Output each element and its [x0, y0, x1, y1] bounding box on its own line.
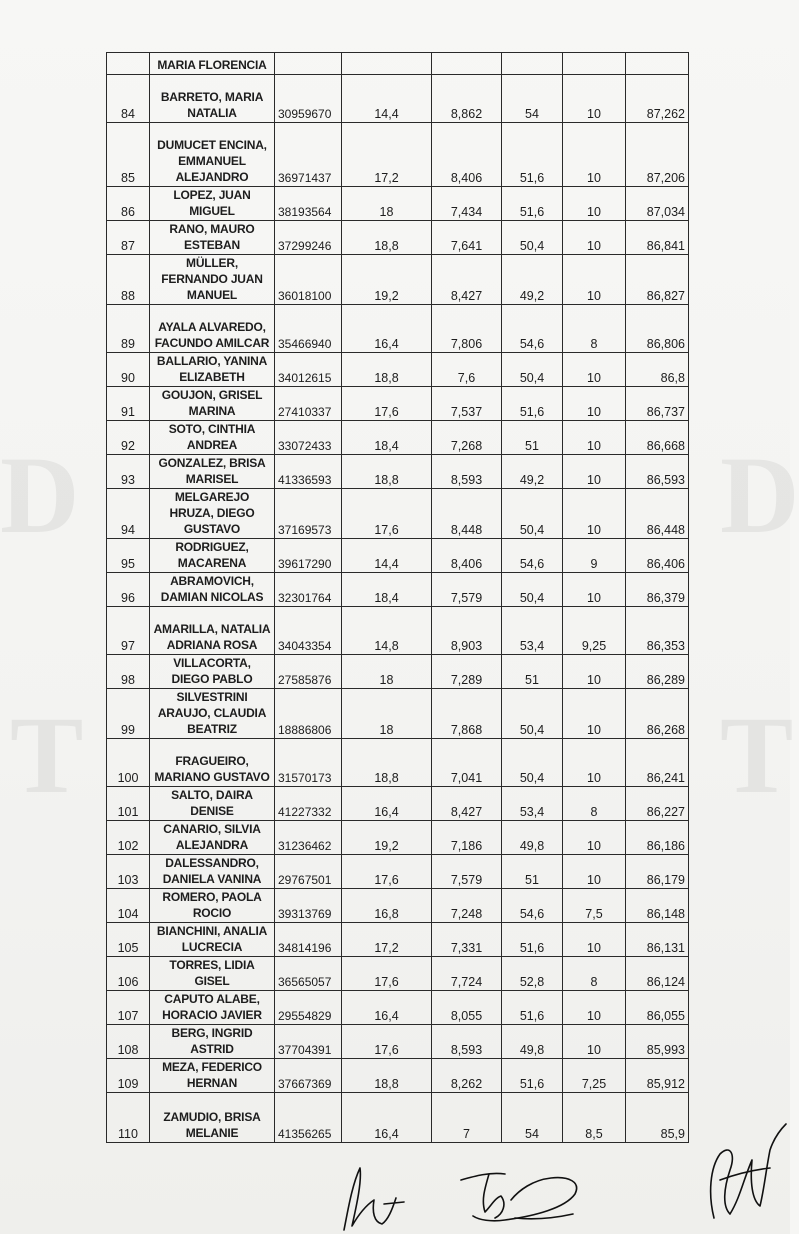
score-b-cell: 8,448	[432, 489, 502, 539]
row-number-cell: 85	[107, 123, 150, 187]
table-row	[107, 489, 689, 539]
score-b-cell: 7,289	[432, 655, 502, 689]
table-row	[107, 855, 689, 889]
score-b-cell: 8,262	[432, 1059, 502, 1093]
applicant-name-cell: ABRAMOVICH, DAMIAN NICOLAS	[150, 573, 275, 607]
row-number-cell: 103	[107, 855, 150, 889]
row-number-cell: 108	[107, 1025, 150, 1059]
row-number-cell: 99	[107, 689, 150, 739]
applicant-name-cell: ZAMUDIO, BRISA MELANIE	[150, 1093, 275, 1143]
applicant-name-cell: VILLACORTA, DIEGO PABLO	[150, 655, 275, 689]
dni-cell: 36565057	[275, 957, 342, 991]
score-a-cell: 18,4	[342, 421, 432, 455]
total-score-cell: 86,055	[626, 991, 689, 1025]
table-row	[107, 923, 689, 957]
dni-cell: 36018100	[275, 255, 342, 305]
dni-cell	[275, 53, 342, 75]
watermark-letter-right-bottom: T	[720, 694, 794, 816]
score-c-cell: 49,2	[502, 255, 563, 305]
table-row	[107, 123, 689, 187]
dni-cell: 35466940	[275, 305, 342, 353]
score-d-cell: 8	[563, 787, 626, 821]
score-b-cell: 7,434	[432, 187, 502, 221]
dni-cell: 34012615	[275, 353, 342, 387]
score-b-cell: 7,806	[432, 305, 502, 353]
score-a-cell: 14,4	[342, 75, 432, 123]
score-b-cell: 8,406	[432, 123, 502, 187]
score-a-cell: 18	[342, 187, 432, 221]
score-b-cell: 8,593	[432, 455, 502, 489]
applicant-name-cell: AMARILLA, NATALIA ADRIANA ROSA	[150, 607, 275, 655]
score-c-cell: 54	[502, 1093, 563, 1143]
applicant-name-cell: BIANCHINI, ANALIA LUCRECIA	[150, 923, 275, 957]
score-c-cell: 50,4	[502, 489, 563, 539]
row-number-cell: 97	[107, 607, 150, 655]
table-row	[107, 1093, 689, 1143]
dni-cell: 31236462	[275, 821, 342, 855]
row-number-cell: 102	[107, 821, 150, 855]
dni-cell: 37667369	[275, 1059, 342, 1093]
row-number-cell: 95	[107, 539, 150, 573]
score-d-cell: 10	[563, 123, 626, 187]
table-row	[107, 187, 689, 221]
table-row	[107, 221, 689, 255]
score-b-cell: 8,862	[432, 75, 502, 123]
dni-cell: 29767501	[275, 855, 342, 889]
row-number-cell: 109	[107, 1059, 150, 1093]
row-number-cell: 90	[107, 353, 150, 387]
score-c-cell: 51,6	[502, 991, 563, 1025]
score-c-cell	[502, 53, 563, 75]
row-number-cell: 89	[107, 305, 150, 353]
table-row	[107, 739, 689, 787]
score-c-cell: 54	[502, 75, 563, 123]
dni-cell: 41356265	[275, 1093, 342, 1143]
total-score-cell: 86,841	[626, 221, 689, 255]
row-number-cell: 106	[107, 957, 150, 991]
row-number-cell: 86	[107, 187, 150, 221]
total-score-cell: 86,289	[626, 655, 689, 689]
score-d-cell: 10	[563, 75, 626, 123]
total-score-cell	[626, 53, 689, 75]
table-row	[107, 421, 689, 455]
score-d-cell: 10	[563, 187, 626, 221]
score-a-cell: 19,2	[342, 821, 432, 855]
row-number-cell: 104	[107, 889, 150, 923]
score-d-cell: 10	[563, 573, 626, 607]
score-d-cell: 10	[563, 855, 626, 889]
dni-cell: 27585876	[275, 655, 342, 689]
table-row	[107, 957, 689, 991]
applicant-name-cell: MÜLLER, FERNANDO JUAN MANUEL	[150, 255, 275, 305]
score-a-cell: 19,2	[342, 255, 432, 305]
table-row	[107, 353, 689, 387]
score-c-cell: 54,6	[502, 539, 563, 573]
signature-2	[455, 1160, 595, 1230]
score-d-cell: 10	[563, 689, 626, 739]
signature-3	[700, 1110, 788, 1228]
score-b-cell: 7,248	[432, 889, 502, 923]
table-row	[107, 821, 689, 855]
applicant-name-cell: SALTO, DAIRA DENISE	[150, 787, 275, 821]
total-score-cell: 86,353	[626, 607, 689, 655]
score-c-cell: 49,8	[502, 821, 563, 855]
total-score-cell: 86,668	[626, 421, 689, 455]
score-a-cell	[342, 53, 432, 75]
table-row	[107, 787, 689, 821]
score-d-cell: 10	[563, 255, 626, 305]
total-score-cell: 87,262	[626, 75, 689, 123]
score-b-cell: 7,579	[432, 573, 502, 607]
total-score-cell: 86,241	[626, 739, 689, 787]
score-b-cell: 7	[432, 1093, 502, 1143]
dni-cell: 39617290	[275, 539, 342, 573]
score-a-cell: 18,8	[342, 455, 432, 489]
total-score-cell: 86,827	[626, 255, 689, 305]
score-c-cell: 50,4	[502, 739, 563, 787]
total-score-cell: 87,206	[626, 123, 689, 187]
score-b-cell: 7,331	[432, 923, 502, 957]
applicant-name-cell: TORRES, LIDIA GISEL	[150, 957, 275, 991]
score-a-cell: 18,8	[342, 1059, 432, 1093]
dni-cell: 32301764	[275, 573, 342, 607]
row-number-cell: 98	[107, 655, 150, 689]
dni-cell: 18886806	[275, 689, 342, 739]
applicant-name-cell: RODRIGUEZ, MACARENA	[150, 539, 275, 573]
applicant-name-cell: SOTO, CINTHIA ANDREA	[150, 421, 275, 455]
total-score-cell: 86,186	[626, 821, 689, 855]
applicant-name-cell: FRAGUEIRO, MARIANO GUSTAVO	[150, 739, 275, 787]
row-number-cell: 92	[107, 421, 150, 455]
table-row	[107, 305, 689, 353]
score-b-cell: 7,641	[432, 221, 502, 255]
applicant-name-cell: DALESSANDRO, DANIELA VANINA	[150, 855, 275, 889]
score-c-cell: 51,6	[502, 187, 563, 221]
score-c-cell: 50,4	[502, 689, 563, 739]
score-b-cell: 8,406	[432, 539, 502, 573]
total-score-cell: 86,737	[626, 387, 689, 421]
score-c-cell: 51	[502, 655, 563, 689]
applicant-name-cell: CAPUTO ALABE, HORACIO JAVIER	[150, 991, 275, 1025]
total-score-cell: 86,124	[626, 957, 689, 991]
score-b-cell: 7,537	[432, 387, 502, 421]
score-d-cell: 10	[563, 655, 626, 689]
score-c-cell: 51,6	[502, 1059, 563, 1093]
total-score-cell: 86,179	[626, 855, 689, 889]
table-row	[107, 991, 689, 1025]
score-a-cell: 16,4	[342, 991, 432, 1025]
total-score-cell: 86,8	[626, 353, 689, 387]
table-row	[107, 689, 689, 739]
score-d-cell: 10	[563, 387, 626, 421]
score-a-cell: 17,6	[342, 489, 432, 539]
table-row	[107, 455, 689, 489]
score-d-cell: 9,25	[563, 607, 626, 655]
row-number-cell: 87	[107, 221, 150, 255]
score-a-cell: 18	[342, 689, 432, 739]
applicant-name-cell: AYALA ALVAREDO, FACUNDO AMILCAR	[150, 305, 275, 353]
score-c-cell: 54,6	[502, 889, 563, 923]
row-number-cell: 105	[107, 923, 150, 957]
score-c-cell: 51	[502, 855, 563, 889]
score-d-cell: 10	[563, 353, 626, 387]
watermark-letter-left-top: D	[0, 434, 80, 556]
score-b-cell: 7,186	[432, 821, 502, 855]
score-d-cell: 8	[563, 305, 626, 353]
total-score-cell: 86,406	[626, 539, 689, 573]
score-c-cell: 52,8	[502, 957, 563, 991]
dni-cell: 31570173	[275, 739, 342, 787]
score-c-cell: 50,4	[502, 353, 563, 387]
score-b-cell: 7,041	[432, 739, 502, 787]
total-score-cell: 86,448	[626, 489, 689, 539]
applicant-name-cell: LOPEZ, JUAN MIGUEL	[150, 187, 275, 221]
score-c-cell: 50,4	[502, 573, 563, 607]
total-score-cell: 86,148	[626, 889, 689, 923]
applicant-name-cell: DUMUCET ENCINA, EMMANUEL ALEJANDRO	[150, 123, 275, 187]
total-score-cell: 85,993	[626, 1025, 689, 1059]
dni-cell: 39313769	[275, 889, 342, 923]
score-a-cell: 18,4	[342, 573, 432, 607]
dni-cell: 41336593	[275, 455, 342, 489]
applicant-name-cell: CANARIO, SILVIA ALEJANDRA	[150, 821, 275, 855]
total-score-cell: 86,227	[626, 787, 689, 821]
score-c-cell: 51,6	[502, 923, 563, 957]
score-d-cell: 10	[563, 421, 626, 455]
row-number-cell	[107, 53, 150, 75]
score-a-cell: 16,4	[342, 787, 432, 821]
table-row	[107, 1025, 689, 1059]
score-c-cell: 50,4	[502, 221, 563, 255]
score-b-cell: 8,055	[432, 991, 502, 1025]
row-number-cell: 84	[107, 75, 150, 123]
score-a-cell: 17,6	[342, 1025, 432, 1059]
score-b-cell: 8,593	[432, 1025, 502, 1059]
dni-cell: 37169573	[275, 489, 342, 539]
total-score-cell: 87,034	[626, 187, 689, 221]
score-a-cell: 16,8	[342, 889, 432, 923]
row-number-cell: 94	[107, 489, 150, 539]
row-number-cell: 93	[107, 455, 150, 489]
dni-cell: 30959670	[275, 75, 342, 123]
score-a-cell: 16,4	[342, 305, 432, 353]
score-c-cell: 49,8	[502, 1025, 563, 1059]
table-row	[107, 75, 689, 123]
applicant-name-cell: BARRETO, MARIA NATALIA	[150, 75, 275, 123]
score-b-cell	[432, 53, 502, 75]
signature-1	[330, 1160, 410, 1234]
applicant-name-cell: SILVESTRINI ARAUJO, CLAUDIA BEATRIZ	[150, 689, 275, 739]
score-d-cell: 7,5	[563, 889, 626, 923]
score-a-cell: 17,2	[342, 923, 432, 957]
score-d-cell: 10	[563, 489, 626, 539]
score-a-cell: 17,6	[342, 957, 432, 991]
row-number-cell: 100	[107, 739, 150, 787]
dni-cell: 37299246	[275, 221, 342, 255]
score-c-cell: 53,4	[502, 787, 563, 821]
table-body	[107, 53, 689, 1143]
total-score-cell: 86,379	[626, 573, 689, 607]
table-row	[107, 255, 689, 305]
score-a-cell: 17,2	[342, 123, 432, 187]
score-d-cell: 10	[563, 923, 626, 957]
score-d-cell: 10	[563, 455, 626, 489]
dni-cell: 27410337	[275, 387, 342, 421]
score-b-cell: 7,268	[432, 421, 502, 455]
score-b-cell: 8,427	[432, 255, 502, 305]
table-row	[107, 889, 689, 923]
applicant-name-cell: MELGAREJO HRUZA, DIEGO GUSTAVO	[150, 489, 275, 539]
total-score-cell: 85,912	[626, 1059, 689, 1093]
score-b-cell: 8,427	[432, 787, 502, 821]
dni-cell: 36971437	[275, 123, 342, 187]
watermark-letter-right-top: D	[720, 434, 799, 556]
score-a-cell: 14,8	[342, 607, 432, 655]
table-row	[107, 1059, 689, 1093]
table-row	[107, 607, 689, 655]
applicant-name-cell: MARIA FLORENCIA	[150, 53, 275, 75]
row-number-cell: 96	[107, 573, 150, 607]
table-row	[107, 573, 689, 607]
score-d-cell: 10	[563, 1025, 626, 1059]
score-d-cell: 10	[563, 221, 626, 255]
dni-cell: 37704391	[275, 1025, 342, 1059]
score-b-cell: 7,579	[432, 855, 502, 889]
score-a-cell: 18	[342, 655, 432, 689]
score-a-cell: 17,6	[342, 855, 432, 889]
score-a-cell: 18,8	[342, 353, 432, 387]
table-row	[107, 539, 689, 573]
score-c-cell: 53,4	[502, 607, 563, 655]
applicant-name-cell: RANO, MAURO ESTEBAN	[150, 221, 275, 255]
score-c-cell: 49,2	[502, 455, 563, 489]
score-b-cell: 7,6	[432, 353, 502, 387]
score-a-cell: 18,8	[342, 221, 432, 255]
total-score-cell: 86,131	[626, 923, 689, 957]
total-score-cell: 86,593	[626, 455, 689, 489]
score-c-cell: 51	[502, 421, 563, 455]
score-d-cell: 8,5	[563, 1093, 626, 1143]
score-b-cell: 8,903	[432, 607, 502, 655]
score-d-cell: 9	[563, 539, 626, 573]
ranking-table	[106, 52, 689, 1143]
score-a-cell: 17,6	[342, 387, 432, 421]
score-a-cell: 14,4	[342, 539, 432, 573]
score-d-cell: 10	[563, 821, 626, 855]
score-b-cell: 7,724	[432, 957, 502, 991]
table-row	[107, 53, 689, 75]
row-number-cell: 101	[107, 787, 150, 821]
score-a-cell: 16,4	[342, 1093, 432, 1143]
table-row	[107, 655, 689, 689]
score-b-cell: 7,868	[432, 689, 502, 739]
score-a-cell: 18,8	[342, 739, 432, 787]
score-c-cell: 54,6	[502, 305, 563, 353]
applicant-name-cell: GOUJON, GRISEL MARINA	[150, 387, 275, 421]
dni-cell: 34814196	[275, 923, 342, 957]
applicant-name-cell: BERG, INGRID ASTRID	[150, 1025, 275, 1059]
row-number-cell: 88	[107, 255, 150, 305]
score-d-cell: 10	[563, 739, 626, 787]
table-row	[107, 387, 689, 421]
dni-cell: 33072433	[275, 421, 342, 455]
row-number-cell: 91	[107, 387, 150, 421]
total-score-cell: 86,806	[626, 305, 689, 353]
dni-cell: 38193564	[275, 187, 342, 221]
applicant-name-cell: BALLARIO, YANINA ELIZABETH	[150, 353, 275, 387]
score-d-cell: 10	[563, 991, 626, 1025]
score-d-cell	[563, 53, 626, 75]
total-score-cell: 86,268	[626, 689, 689, 739]
applicant-name-cell: MEZA, FEDERICO HERNAN	[150, 1059, 275, 1093]
dni-cell: 29554829	[275, 991, 342, 1025]
score-c-cell: 51,6	[502, 387, 563, 421]
dni-cell: 41227332	[275, 787, 342, 821]
applicant-name-cell: GONZALEZ, BRISA MARISEL	[150, 455, 275, 489]
dni-cell: 34043354	[275, 607, 342, 655]
row-number-cell: 110	[107, 1093, 150, 1143]
score-c-cell: 51,6	[502, 123, 563, 187]
score-d-cell: 7,25	[563, 1059, 626, 1093]
score-d-cell: 8	[563, 957, 626, 991]
watermark-letter-left-bottom: T	[10, 694, 84, 816]
total-score-cell: 85,9	[626, 1093, 689, 1143]
applicant-name-cell: ROMERO, PAOLA ROCIO	[150, 889, 275, 923]
row-number-cell: 107	[107, 991, 150, 1025]
